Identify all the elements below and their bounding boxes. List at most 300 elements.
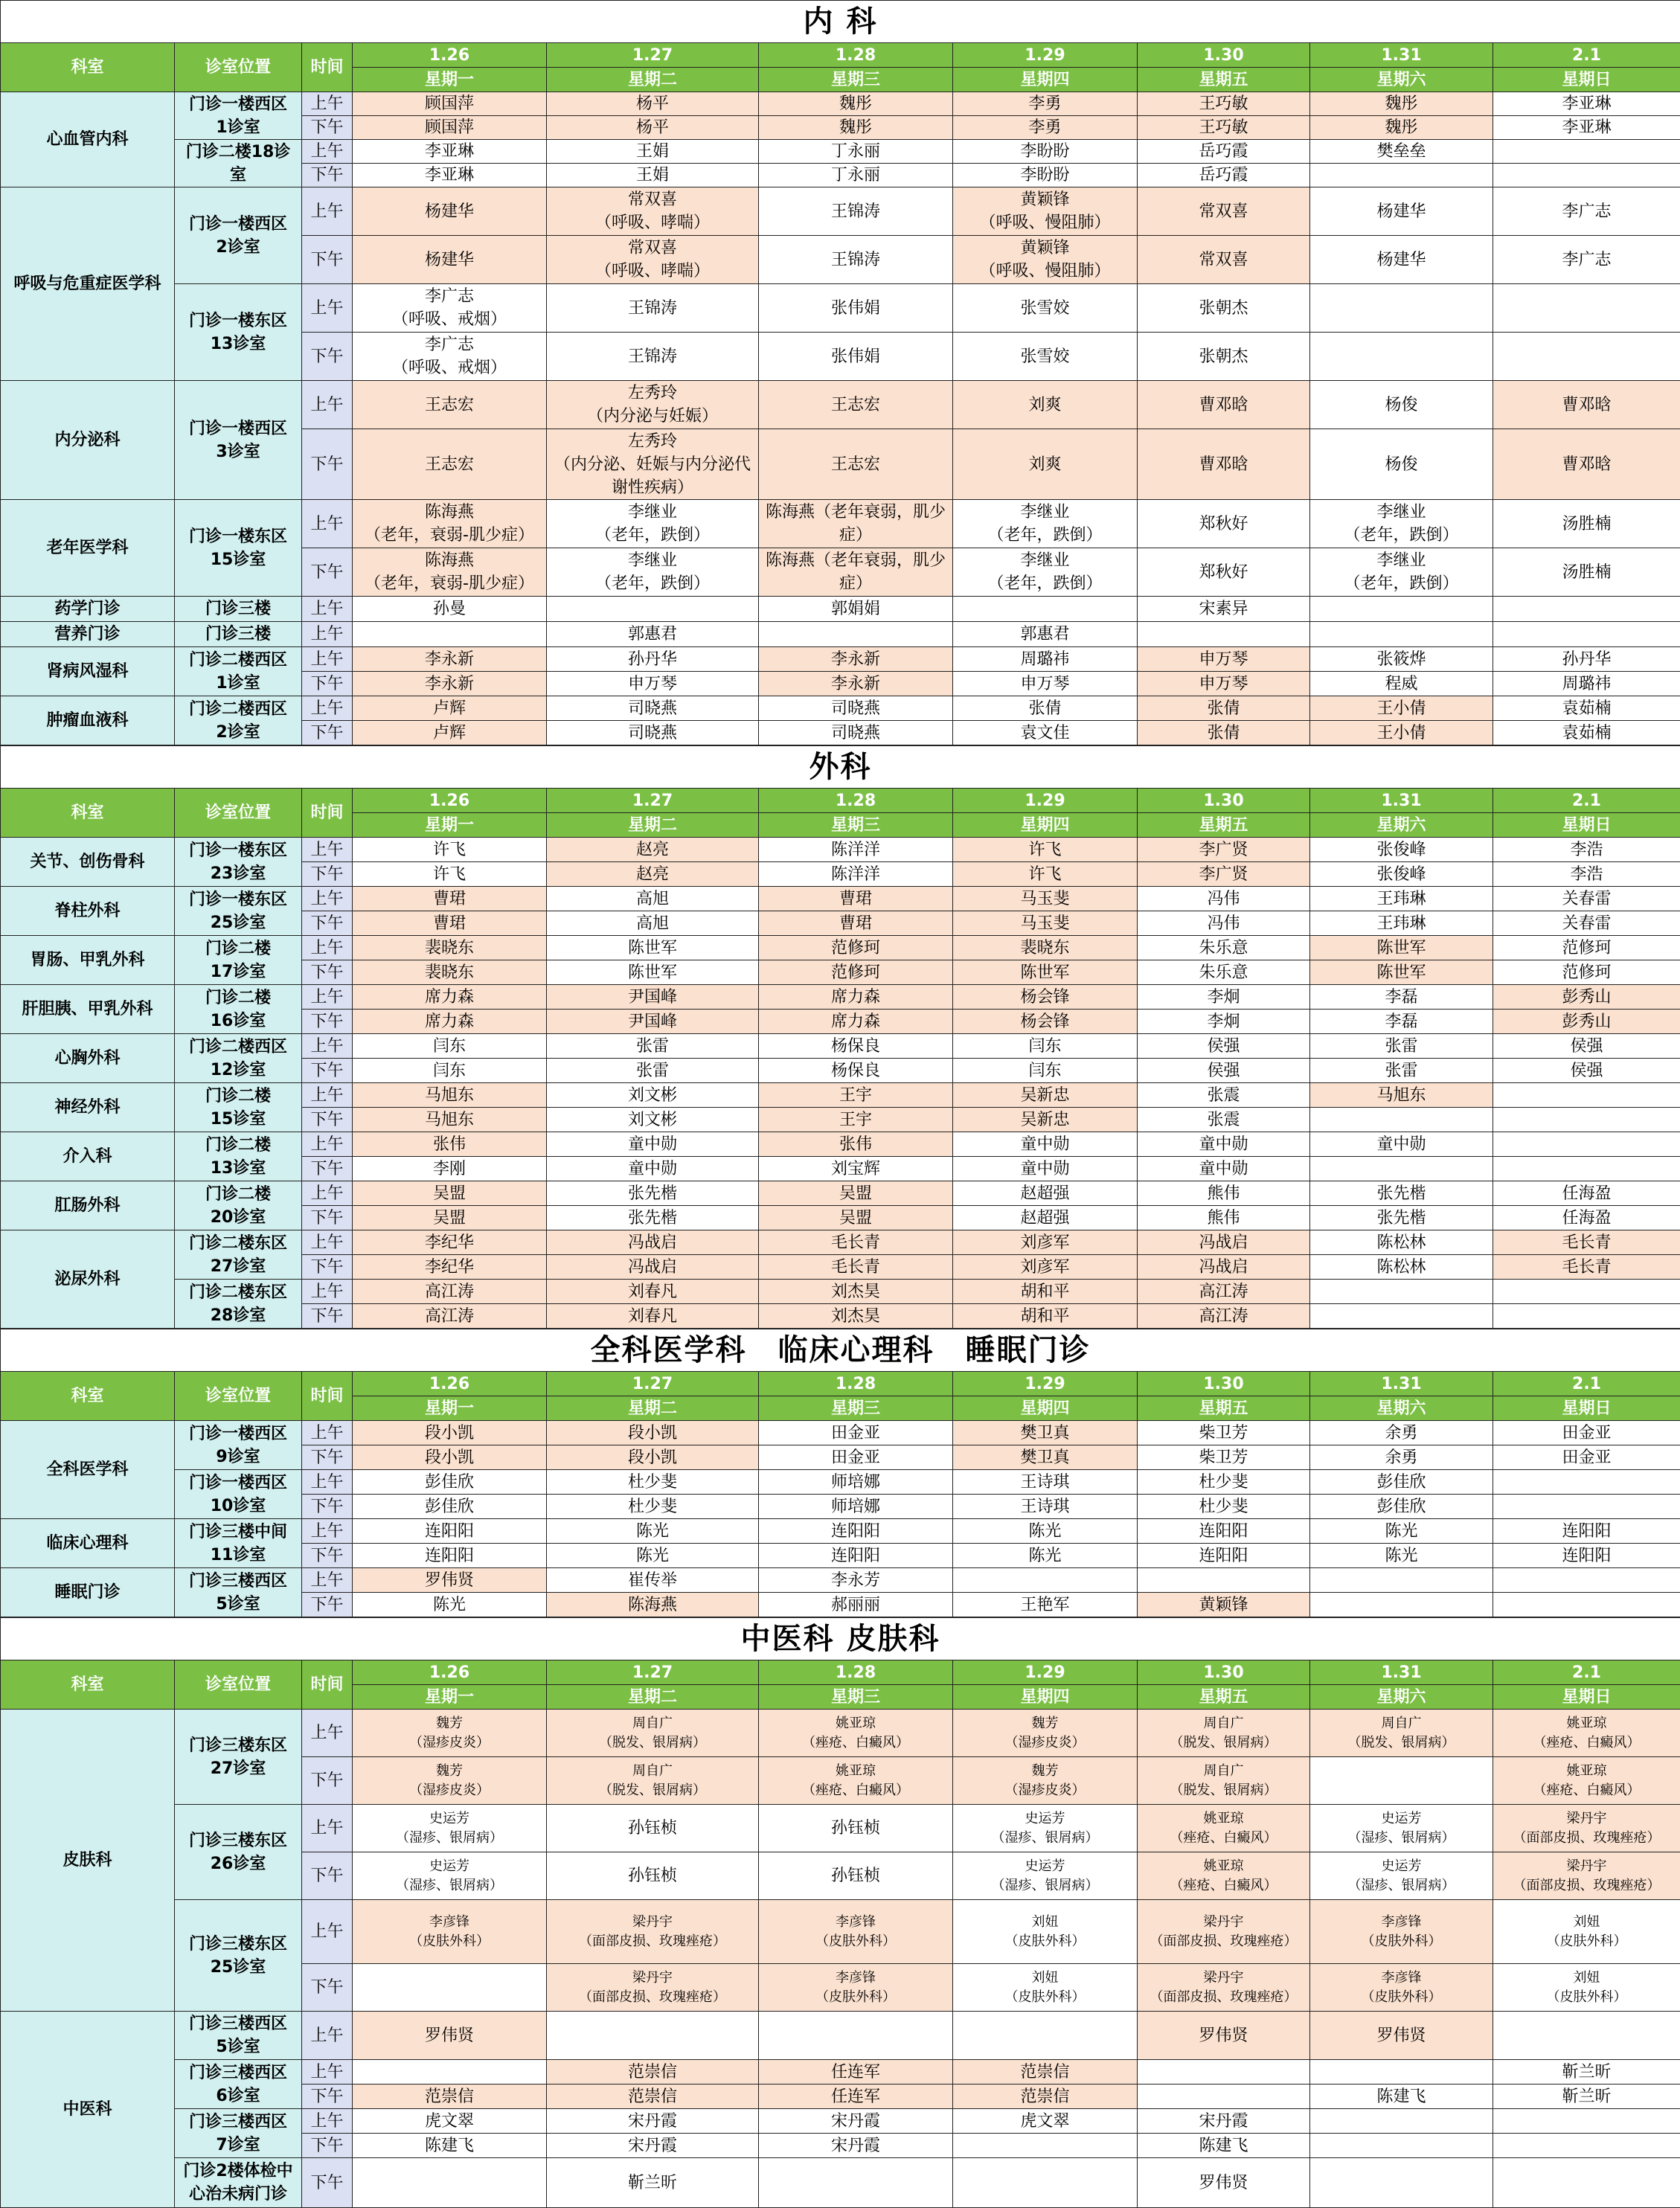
weekday-header: 星期二 — [547, 813, 759, 838]
doctor-cell: 靳兰昕 — [547, 2158, 759, 2208]
doctor-cell: 许飞 — [953, 838, 1138, 862]
time-slot: 上午 — [302, 696, 353, 721]
doctor-cell: 李永芳 — [759, 1568, 953, 1593]
doctor-cell: 袁茹楠 — [1493, 696, 1680, 721]
department-name: 脊柱外科 — [1, 887, 175, 936]
doctor-cell: 罗伟贤 — [1138, 2012, 1310, 2060]
doctor-cell: 魏芳 （湿疹皮炎） — [953, 1710, 1138, 1757]
weekday-header: 星期一 — [353, 813, 547, 838]
time-slot: 下午 — [302, 1964, 353, 2012]
doctor-cell: 陈光 — [353, 1593, 547, 1617]
time-slot: 上午 — [302, 647, 353, 672]
doctor-cell: 李永新 — [759, 672, 953, 696]
doctor-cell: 张先楷 — [1310, 1206, 1493, 1230]
doctor-cell — [1493, 2012, 1680, 2060]
doctor-cell: 郭娟娟 — [759, 597, 953, 622]
doctor-cell: 马玉斐 — [953, 911, 1138, 936]
doctor-cell: 史运芳 （湿疹、银屑病） — [1310, 1805, 1493, 1852]
doctor-cell — [1493, 1108, 1680, 1132]
doctor-cell: 王锦涛 — [759, 187, 953, 236]
room-location: 门诊二楼西区 1诊室 — [175, 647, 302, 696]
doctor-cell: 陈光 — [547, 1519, 759, 1544]
time-slot: 上午 — [302, 140, 353, 164]
doctor-cell: 杨建华 — [1310, 187, 1493, 236]
schedule-row — [1, 1132, 1680, 1157]
doctor-cell: 侯强 — [1493, 1059, 1680, 1083]
doctor-cell: 孙丹华 — [547, 647, 759, 672]
room-location: 门诊二楼18诊 室 — [175, 140, 302, 187]
doctor-cell: 王宇 — [759, 1108, 953, 1132]
doctor-cell: 周自广 （脱发、银屑病） — [1138, 1757, 1310, 1805]
time-slot: 下午 — [302, 333, 353, 381]
doctor-cell: 王志宏 — [353, 381, 547, 429]
doctor-cell: 张朝杰 — [1138, 284, 1310, 333]
doctor-cell: 张倩 — [1138, 696, 1310, 721]
time-slot: 下午 — [302, 2134, 353, 2158]
doctor-cell: 赵超强 — [953, 1206, 1138, 1230]
doctor-cell: 周自广 （脱发、银屑病） — [1138, 1710, 1310, 1757]
doctor-cell: 刘宝辉 — [759, 1157, 953, 1181]
date-header: 1.28 — [759, 1372, 953, 1396]
time-slot: 下午 — [302, 862, 353, 887]
doctor-cell: 余勇 — [1310, 1421, 1493, 1445]
room-location: 门诊二楼东区 28诊室 — [175, 1280, 302, 1329]
department-name: 营养门诊 — [1, 622, 175, 647]
doctor-cell: 张雷 — [1310, 1034, 1493, 1059]
time-slot: 上午 — [302, 187, 353, 236]
doctor-cell: 崔传举 — [547, 1568, 759, 1593]
doctor-cell: 尹国峰 — [547, 1010, 759, 1034]
doctor-cell — [1493, 2109, 1680, 2134]
time-slot: 上午 — [302, 597, 353, 622]
time-slot: 下午 — [302, 1010, 353, 1034]
time-slot: 下午 — [302, 1445, 353, 1470]
doctor-cell — [953, 597, 1138, 622]
time-slot: 上午 — [302, 1710, 353, 1757]
schedule-row — [1, 381, 1680, 429]
department-name: 临床心理科 — [1, 1519, 175, 1568]
section-table — [0, 0, 1680, 745]
doctor-cell: 连阳阳 — [1493, 1544, 1680, 1568]
doctor-cell: 冯战启 — [547, 1255, 759, 1280]
time-slot: 下午 — [302, 911, 353, 936]
doctor-cell: 魏芳 （湿疹皮炎） — [353, 1757, 547, 1805]
doctor-cell: 童中勋 — [1138, 1132, 1310, 1157]
doctor-cell: 侯强 — [1138, 1034, 1310, 1059]
doctor-cell: 连阳阳 — [759, 1519, 953, 1544]
doctor-cell: 李彦锋 （皮肤外科） — [1310, 1900, 1493, 1964]
time-slot: 下午 — [302, 1206, 353, 1230]
doctor-cell: 刘杰昊 — [759, 1304, 953, 1329]
schedule-row — [1, 597, 1680, 622]
schedule-row — [1, 838, 1680, 862]
weekday-header: 星期一 — [353, 1396, 547, 1421]
weekday-header: 星期五 — [1138, 813, 1310, 838]
doctor-cell: 常双喜 （呼吸、哮喘） — [547, 187, 759, 236]
time-slot: 下午 — [302, 1593, 353, 1617]
room-location: 门诊三楼西区 5诊室 — [175, 1568, 302, 1617]
doctor-cell — [759, 622, 953, 647]
doctor-cell: 左秀玲 （内分泌、妊娠与内分泌代谢性疾病） — [547, 429, 759, 500]
doctor-cell: 司晓燕 — [759, 696, 953, 721]
doctor-cell: 李继业 （老年，跌倒） — [1310, 548, 1493, 597]
doctor-cell: 高江涛 — [1138, 1304, 1310, 1329]
date-header: 1.29 — [953, 43, 1138, 68]
doctor-cell: 李继业 （老年，跌倒） — [953, 548, 1138, 597]
doctor-cell: 岳巧霞 — [1138, 140, 1310, 164]
doctor-cell — [953, 2158, 1138, 2208]
doctor-cell: 靳兰昕 — [1493, 2060, 1680, 2085]
doctor-cell: 杨俊 — [1310, 381, 1493, 429]
doctor-cell — [1310, 1757, 1493, 1805]
time-slot: 下午 — [302, 1255, 353, 1280]
schedule-row — [1, 936, 1680, 960]
time-slot: 上午 — [302, 92, 353, 116]
room-location: 门诊三楼东区 25诊室 — [175, 1900, 302, 2012]
department-name: 肾病风湿科 — [1, 647, 175, 696]
doctor-cell: 马旭东 — [353, 1083, 547, 1108]
doctor-cell: 王巧敏 — [1138, 116, 1310, 140]
doctor-cell: 张雷 — [1310, 1059, 1493, 1083]
time-slot: 上午 — [302, 2060, 353, 2085]
doctor-cell: 顾国萍 — [353, 92, 547, 116]
doctor-cell: 樊垒垒 — [1310, 140, 1493, 164]
doctor-cell: 尹国峰 — [547, 985, 759, 1010]
doctor-cell: 王志宏 — [759, 381, 953, 429]
doctor-cell: 毛长青 — [759, 1255, 953, 1280]
schedule-row — [1, 696, 1680, 721]
doctor-cell: 李永新 — [353, 647, 547, 672]
doctor-cell: 张伟 — [353, 1132, 547, 1157]
doctor-cell: 田金亚 — [759, 1445, 953, 1470]
date-header: 1.27 — [547, 789, 759, 813]
time-slot: 下午 — [302, 960, 353, 985]
time-slot: 上午 — [302, 985, 353, 1010]
doctor-cell: 任海盈 — [1493, 1181, 1680, 1206]
doctor-cell: 马玉斐 — [953, 887, 1138, 911]
doctor-cell: 姚亚琼 （痤疮、白癜风） — [1138, 1852, 1310, 1900]
doctor-cell: 申万琴 — [547, 672, 759, 696]
time-slot: 上午 — [302, 887, 353, 911]
doctor-cell — [1493, 1568, 1680, 1593]
doctor-cell: 冯伟 — [1138, 887, 1310, 911]
doctor-cell: 陈光 — [1310, 1519, 1493, 1544]
doctor-cell: 张朝杰 — [1138, 333, 1310, 381]
weekday-header: 星期三 — [759, 1396, 953, 1421]
doctor-cell: 许飞 — [953, 862, 1138, 887]
doctor-cell: 侯强 — [1493, 1034, 1680, 1059]
doctor-cell: 闫东 — [353, 1059, 547, 1083]
time-slot: 下午 — [302, 1108, 353, 1132]
weekday-header: 星期五 — [1138, 1396, 1310, 1421]
doctor-cell: 彭秀山 — [1493, 985, 1680, 1010]
doctor-cell: 毛长青 — [1493, 1255, 1680, 1280]
time-slot: 上午 — [302, 1421, 353, 1445]
date-header: 1.31 — [1310, 1660, 1493, 1685]
doctor-cell: 刘杰昊 — [759, 1280, 953, 1304]
doctor-cell: 李彦锋 （皮肤外科） — [353, 1900, 547, 1964]
doctor-cell: 李广志 — [1493, 187, 1680, 236]
doctor-cell: 梁丹宇 （面部皮损、玫瑰痤疮） — [1493, 1852, 1680, 1900]
doctor-cell: 田金亚 — [759, 1421, 953, 1445]
doctor-cell — [1493, 140, 1680, 164]
room-location: 门诊一楼东区 13诊室 — [175, 284, 302, 381]
doctor-cell — [1493, 2134, 1680, 2158]
room-location: 门诊二楼 13诊室 — [175, 1132, 302, 1181]
doctor-cell — [1310, 2060, 1493, 2085]
doctor-cell: 赵亮 — [547, 862, 759, 887]
doctor-cell: 马旭东 — [353, 1108, 547, 1132]
doctor-cell: 卢辉 — [353, 721, 547, 745]
doctor-cell: 王娟 — [547, 140, 759, 164]
schedule-row — [1, 1470, 1680, 1495]
doctor-cell — [1310, 1304, 1493, 1329]
schedule-row — [1, 1421, 1680, 1445]
doctor-cell: 吴盟 — [353, 1181, 547, 1206]
doctor-cell: 冯战启 — [1138, 1230, 1310, 1255]
time-slot: 上午 — [302, 284, 353, 333]
time-slot: 上午 — [302, 1470, 353, 1495]
room-location: 门诊三楼西区 5诊室 — [175, 2012, 302, 2060]
doctor-cell: 王锦涛 — [547, 333, 759, 381]
room-location: 门诊一楼西区 3诊室 — [175, 381, 302, 500]
doctor-cell: 闫东 — [953, 1034, 1138, 1059]
doctor-cell: 李纪华 — [353, 1255, 547, 1280]
doctor-cell: 张伟娟 — [759, 333, 953, 381]
doctor-cell: 胡和平 — [953, 1280, 1138, 1304]
section-title: 外科 — [1, 746, 1680, 789]
section-table — [0, 745, 1680, 1329]
doctor-cell: 范修珂 — [759, 936, 953, 960]
doctor-cell — [1493, 333, 1680, 381]
doctor-cell — [953, 2012, 1138, 2060]
doctor-cell: 常双喜 — [1138, 236, 1310, 284]
doctor-cell: 樊卫真 — [953, 1421, 1138, 1445]
doctor-cell — [953, 1568, 1138, 1593]
column-header-time: 时间 — [302, 1372, 353, 1421]
doctor-cell: 黄颖锋 （呼吸、慢阻肺） — [953, 236, 1138, 284]
doctor-cell: 张雪姣 — [953, 333, 1138, 381]
doctor-cell — [1493, 1593, 1680, 1617]
doctor-cell: 童中勋 — [547, 1132, 759, 1157]
doctor-cell: 曹珺 — [353, 911, 547, 936]
doctor-cell: 张先楷 — [1310, 1181, 1493, 1206]
doctor-cell: 宋丹霞 — [759, 2134, 953, 2158]
doctor-cell — [1493, 1470, 1680, 1495]
doctor-cell: 李勇 — [953, 116, 1138, 140]
doctor-cell: 魏彤 — [759, 92, 953, 116]
section-title: 中医科 皮肤科 — [1, 1618, 1680, 1660]
schedule-row — [1, 2060, 1680, 2085]
doctor-cell: 刘春凡 — [547, 1280, 759, 1304]
doctor-cell: 宋丹霞 — [1138, 2109, 1310, 2134]
department-name: 肿瘤血液科 — [1, 696, 175, 745]
doctor-cell: 彭秀山 — [1493, 1010, 1680, 1034]
doctor-cell: 宋丹霞 — [759, 2109, 953, 2134]
doctor-cell — [1493, 597, 1680, 622]
doctor-cell: 李广贤 — [1138, 862, 1310, 887]
department-name: 全科医学科 — [1, 1421, 175, 1519]
doctor-cell: 郑秋好 — [1138, 500, 1310, 548]
doctor-cell: 裴晓东 — [353, 936, 547, 960]
weekday-header: 星期二 — [547, 1396, 759, 1421]
doctor-cell: 常双喜 — [1138, 187, 1310, 236]
doctor-cell: 高江涛 — [353, 1304, 547, 1329]
doctor-cell: 宋素异 — [1138, 597, 1310, 622]
schedule-row — [1, 1519, 1680, 1544]
date-header: 1.29 — [953, 1660, 1138, 1685]
doctor-cell: 任连军 — [759, 2060, 953, 2085]
doctor-cell: 王玮琳 — [1310, 911, 1493, 936]
column-header-time: 时间 — [302, 1660, 353, 1710]
date-header: 2.1 — [1493, 1660, 1680, 1685]
weekday-header: 星期四 — [953, 1685, 1138, 1710]
doctor-cell: 李盼盼 — [953, 164, 1138, 187]
doctor-cell: 李广志 （呼吸、戒烟） — [353, 284, 547, 333]
doctor-cell: 孙丹华 — [1493, 647, 1680, 672]
department-name: 心血管内科 — [1, 92, 175, 187]
weekday-header: 星期三 — [759, 813, 953, 838]
doctor-cell: 顾国萍 — [353, 116, 547, 140]
doctor-cell: 刘彦军 — [953, 1230, 1138, 1255]
section-title: 内 科 — [1, 1, 1680, 43]
doctor-cell — [353, 2158, 547, 2208]
doctor-cell — [1493, 1132, 1680, 1157]
time-slot: 下午 — [302, 1544, 353, 1568]
doctor-cell: 刘爽 — [953, 381, 1138, 429]
doctor-cell: 杨建华 — [1310, 236, 1493, 284]
doctor-cell: 张震 — [1138, 1083, 1310, 1108]
doctor-cell: 孙钰桢 — [547, 1805, 759, 1852]
doctor-cell: 陈海燕 （老年，衰弱-肌少症） — [353, 548, 547, 597]
schedule-row — [1, 500, 1680, 548]
doctor-cell: 陈世军 — [547, 960, 759, 985]
time-slot: 下午 — [302, 1495, 353, 1519]
doctor-cell: 申万琴 — [1138, 647, 1310, 672]
doctor-cell: 梁丹宇 （面部皮损、玫瑰痤疮） — [1138, 1900, 1310, 1964]
doctor-cell: 朱乐意 — [1138, 936, 1310, 960]
doctor-cell: 张伟娟 — [759, 284, 953, 333]
room-location: 门诊三楼西区 7诊室 — [175, 2109, 302, 2158]
doctor-cell: 张伟 — [759, 1132, 953, 1157]
doctor-cell: 闫东 — [953, 1059, 1138, 1083]
doctor-cell: 王志宏 — [759, 429, 953, 500]
doctor-cell: 宋丹霞 — [547, 2109, 759, 2134]
doctor-cell: 连阳阳 — [759, 1544, 953, 1568]
date-header: 1.27 — [547, 1372, 759, 1396]
time-slot: 下午 — [302, 1304, 353, 1329]
doctor-cell: 陈世军 — [547, 936, 759, 960]
time-slot: 下午 — [302, 2158, 353, 2208]
doctor-cell: 王艳军 — [953, 1593, 1138, 1617]
doctor-cell: 陈光 — [1310, 1544, 1493, 1568]
doctor-cell: 高江涛 — [1138, 1280, 1310, 1304]
weekday-header: 星期四 — [953, 68, 1138, 92]
schedule-row — [1, 2012, 1680, 2060]
date-header: 2.1 — [1493, 789, 1680, 813]
doctor-cell: 连阳阳 — [353, 1519, 547, 1544]
time-slot: 下午 — [302, 1157, 353, 1181]
time-slot: 上午 — [302, 1280, 353, 1304]
room-location: 门诊三楼西区 6诊室 — [175, 2060, 302, 2109]
doctor-cell: 史运芳 （湿疹、银屑病） — [353, 1805, 547, 1852]
doctor-cell: 李亚琳 — [1493, 116, 1680, 140]
doctor-cell: 李继业 （老年，跌倒） — [547, 500, 759, 548]
doctor-cell: 连阳阳 — [1138, 1519, 1310, 1544]
department-name: 心胸外科 — [1, 1034, 175, 1083]
doctor-cell: 陈洋洋 — [759, 838, 953, 862]
doctor-cell: 王小倩 — [1310, 696, 1493, 721]
time-slot: 上午 — [302, 1034, 353, 1059]
doctor-cell: 吴新忠 — [953, 1083, 1138, 1108]
doctor-cell: 王小倩 — [1310, 721, 1493, 745]
doctor-cell: 杜少斐 — [547, 1470, 759, 1495]
doctor-cell: 吴盟 — [759, 1181, 953, 1206]
doctor-cell: 童中勋 — [547, 1157, 759, 1181]
doctor-cell: 李磊 — [1310, 1010, 1493, 1034]
time-slot: 上午 — [302, 838, 353, 862]
doctor-cell: 司晓燕 — [759, 721, 953, 745]
doctor-cell: 左秀玲 （内分泌与妊娠） — [547, 381, 759, 429]
doctor-cell — [1493, 1304, 1680, 1329]
weekday-header: 星期四 — [953, 813, 1138, 838]
doctor-cell: 马旭东 — [1310, 1083, 1493, 1108]
doctor-cell: 周自广 （脱发、银屑病） — [547, 1710, 759, 1757]
doctor-cell: 范崇信 — [547, 2060, 759, 2085]
doctor-cell: 王锦涛 — [759, 236, 953, 284]
doctor-cell: 裴晓东 — [953, 936, 1138, 960]
doctor-cell — [547, 597, 759, 622]
date-header: 1.29 — [953, 789, 1138, 813]
schedule-row — [1, 1805, 1680, 1852]
doctor-cell: 罗伟贤 — [353, 1568, 547, 1593]
doctor-cell: 闫东 — [353, 1034, 547, 1059]
doctor-cell: 李盼盼 — [953, 140, 1138, 164]
doctor-cell: 丁永丽 — [759, 140, 953, 164]
schedule-row — [1, 1280, 1680, 1304]
doctor-cell: 张先楷 — [547, 1181, 759, 1206]
doctor-cell: 司晓燕 — [547, 696, 759, 721]
doctor-cell — [1138, 622, 1310, 647]
department-name: 泌尿外科 — [1, 1230, 175, 1329]
doctor-cell: 王娟 — [547, 164, 759, 187]
schedule-row — [1, 1568, 1680, 1593]
doctor-cell — [1310, 333, 1493, 381]
doctor-cell: 魏芳 （湿疹皮炎） — [953, 1757, 1138, 1805]
doctor-cell: 陈海燕（老年衰弱，肌少症） — [759, 548, 953, 597]
doctor-cell: 侯强 — [1138, 1059, 1310, 1083]
time-slot: 下午 — [302, 116, 353, 140]
department-name: 关节、创伤骨科 — [1, 838, 175, 887]
date-header: 1.26 — [353, 43, 547, 68]
doctor-cell: 吴盟 — [759, 1206, 953, 1230]
time-slot: 上午 — [302, 1805, 353, 1852]
weekday-header: 星期日 — [1493, 1396, 1680, 1421]
doctor-cell — [1310, 622, 1493, 647]
doctor-cell: 张雷 — [547, 1034, 759, 1059]
schedule-row — [1, 1230, 1680, 1255]
time-slot: 下午 — [302, 429, 353, 500]
room-location: 门诊二楼西区 12诊室 — [175, 1034, 302, 1083]
doctor-cell — [353, 1964, 547, 2012]
column-header-location: 诊室位置 — [175, 789, 302, 838]
time-slot: 上午 — [302, 2012, 353, 2060]
doctor-cell: 郝丽丽 — [759, 1593, 953, 1617]
department-name: 老年医学科 — [1, 500, 175, 597]
doctor-cell: 余勇 — [1310, 1445, 1493, 1470]
date-header: 1.26 — [353, 1372, 547, 1396]
doctor-cell: 杨平 — [547, 92, 759, 116]
